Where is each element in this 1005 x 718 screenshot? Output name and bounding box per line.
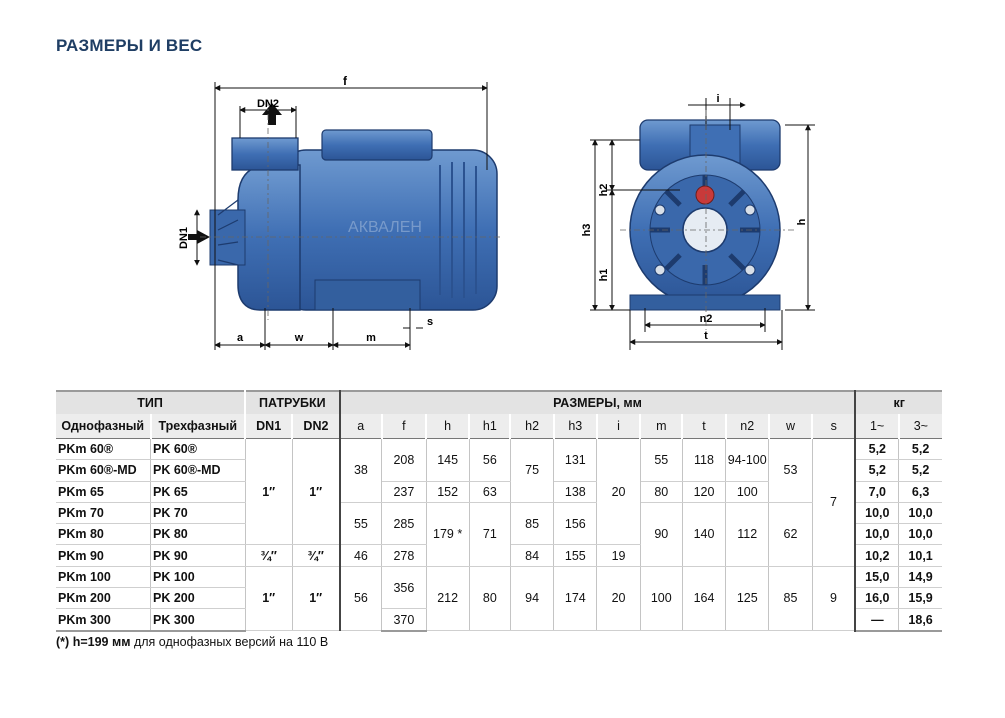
model-three: PK 80 [151, 524, 246, 545]
front-view-drawing [581, 93, 815, 350]
cell-t: 140 [682, 502, 725, 566]
model-three: PK 70 [151, 502, 246, 523]
dim-h2-label: h2 [598, 183, 610, 197]
cell-f: 356 [382, 566, 426, 609]
col-kg1-header: 1~ [855, 414, 898, 439]
cell-w: 62 [769, 502, 812, 566]
model-single: PKm 300 [56, 609, 151, 631]
cell-kg3: 18,6 [899, 609, 942, 631]
cell-kg3: 10,0 [899, 502, 942, 523]
cell-h2: 94 [510, 566, 553, 630]
dim-h1-label: h1 [598, 268, 610, 282]
col-three-header: Трехфазный [151, 414, 246, 439]
cell-dn1: 1″ [245, 566, 292, 630]
table-row [56, 439, 942, 460]
col-single-header: Однофазный [56, 414, 151, 439]
cell-h3: 138 [554, 481, 597, 502]
cell-dn1: ¾″ [245, 545, 292, 566]
col-t-header: t [682, 414, 725, 439]
cell-kg1: 15,0 [855, 566, 898, 587]
group-type-header: ТИП [56, 391, 245, 414]
model-single: PKm 65 [56, 481, 151, 502]
cell-i: 19 [597, 545, 640, 566]
cell-s: 7 [812, 439, 855, 567]
col-a-header: a [340, 414, 382, 439]
col-h3-header: h3 [554, 414, 597, 439]
cell-h3: 155 [554, 545, 597, 566]
col-kg3-header: 3~ [899, 414, 942, 439]
model-three: PK 200 [151, 588, 246, 609]
side-view-drawing [178, 74, 500, 350]
cell-n2: 125 [726, 566, 769, 630]
model-single: PKm 70 [56, 502, 151, 523]
cell-h2: 85 [510, 502, 553, 545]
cell-kg1: 5,2 [855, 439, 898, 460]
dim-n2-label: n2 [699, 313, 713, 325]
cell-w: 85 [769, 566, 812, 630]
model-three: PK 90 [151, 545, 246, 566]
cell-f: 278 [382, 545, 426, 566]
footnote [56, 635, 328, 649]
footnote-text: для однофазных версий на 110 В [133, 635, 329, 649]
dim-dn2-label: DN2 [256, 98, 280, 110]
cell-m: 80 [640, 481, 682, 502]
footnote-mark: (*) [56, 635, 70, 649]
cell-i: 20 [597, 439, 640, 545]
dim-s-label: s [426, 316, 434, 328]
model-single: PKm 80 [56, 524, 151, 545]
cell-h: 179 * [426, 502, 469, 566]
cell-h1: 80 [469, 566, 510, 630]
col-h1-header: h1 [469, 414, 510, 439]
cell-h: 212 [426, 566, 469, 630]
col-dn1-header: DN1 [245, 414, 292, 439]
cell-h2: 84 [510, 545, 553, 566]
cell-s: 9 [812, 566, 855, 630]
cell-f: 237 [382, 481, 426, 502]
cell-m: 90 [640, 502, 682, 566]
cell-dn2: 1″ [292, 566, 339, 630]
model-three: PK 300 [151, 609, 246, 631]
cell-kg3: 5,2 [899, 460, 942, 481]
cell-kg3: 14,9 [899, 566, 942, 587]
col-m-header: m [640, 414, 682, 439]
col-s-header: s [812, 414, 855, 439]
cell-h2: 75 [510, 439, 553, 503]
cell-kg3: 10,1 [899, 545, 942, 566]
dim-t-label: t [704, 330, 708, 342]
group-weight-header: кг [855, 391, 942, 414]
group-dims-header: РАЗМЕРЫ, мм [340, 391, 856, 414]
cell-kg3: 5,2 [899, 439, 942, 460]
cell-m: 100 [640, 566, 682, 630]
col-i-header: i [597, 414, 640, 439]
cell-f: 208 [382, 439, 426, 482]
cell-kg1: 10,0 [855, 502, 898, 523]
cell-kg1: 7,0 [855, 481, 898, 502]
page-title: РАЗМЕРЫ И ВЕС [56, 36, 203, 55]
cell-kg1: 10,0 [855, 524, 898, 545]
model-single: PKm 60® [56, 439, 151, 460]
dim-f-label: f [343, 74, 347, 88]
cell-w: 53 [769, 439, 812, 503]
dimensions-table [56, 390, 942, 632]
model-three: PK 100 [151, 566, 246, 587]
col-dn2-header: DN2 [292, 414, 339, 439]
cell-n2: 112 [726, 502, 769, 566]
col-h2-header: h2 [510, 414, 553, 439]
cell-dn2: ¾″ [292, 545, 339, 566]
footnote-highlight: h=199 мм [72, 635, 131, 649]
col-f-header: f [382, 414, 426, 439]
cell-h: 145 [426, 439, 469, 482]
model-single: PKm 100 [56, 566, 151, 587]
dim-dn1-label: DN1 [178, 226, 190, 250]
model-single: PKm 200 [56, 588, 151, 609]
dim-m-label: m [366, 332, 376, 344]
model-three: PK 60® [151, 439, 246, 460]
cell-a: 55 [340, 502, 382, 545]
col-w-header: w [769, 414, 812, 439]
dim-h3-label: h3 [581, 223, 593, 237]
cell-a: 38 [340, 439, 382, 503]
cell-f: 285 [382, 502, 426, 545]
cell-a: 46 [340, 545, 382, 566]
cell-h3: 174 [554, 566, 597, 630]
cell-h1: 56 [469, 439, 510, 482]
col-n2-header: n2 [726, 414, 769, 439]
cell-t: 118 [682, 439, 725, 482]
col-h-header: h [426, 414, 469, 439]
table-row [56, 502, 942, 523]
model-single: PKm 60®-MD [56, 460, 151, 481]
cell-m: 55 [640, 439, 682, 482]
cell-kg1: 10,2 [855, 545, 898, 566]
cell-h1: 63 [469, 481, 510, 502]
model-three: PK 60®-MD [151, 460, 246, 481]
model-three: PK 65 [151, 481, 246, 502]
cell-i: 20 [597, 566, 640, 630]
cell-a: 56 [340, 566, 382, 630]
cell-t: 164 [682, 566, 725, 630]
cell-dn2: 1″ [292, 439, 339, 545]
dim-w-label: w [294, 332, 304, 344]
cell-kg3: 15,9 [899, 588, 942, 609]
cell-kg1: 16,0 [855, 588, 898, 609]
dim-i-label: i [716, 93, 720, 105]
cell-n2: 100 [726, 481, 769, 502]
cell-h3: 156 [554, 502, 597, 545]
group-ports-header: ПАТРУБКИ [245, 391, 340, 414]
cell-kg3: 6,3 [899, 481, 942, 502]
cell-f: 370 [382, 609, 426, 631]
cell-dn1: 1″ [245, 439, 292, 545]
cell-h3: 131 [554, 439, 597, 482]
model-single: PKm 90 [56, 545, 151, 566]
dim-a-label: a [236, 332, 244, 344]
pump-drawings [0, 70, 1005, 360]
cell-n2: 94-100 [726, 439, 769, 482]
cell-kg1: 5,2 [855, 460, 898, 481]
cell-h1: 71 [469, 502, 510, 566]
table-row [56, 566, 942, 587]
cell-kg1: — [855, 609, 898, 631]
dim-h-label: h [796, 218, 808, 226]
watermark-text: АКВАЛЕН [348, 219, 422, 236]
cell-t: 120 [682, 481, 725, 502]
cell-kg3: 10,0 [899, 524, 942, 545]
cell-h: 152 [426, 481, 469, 502]
